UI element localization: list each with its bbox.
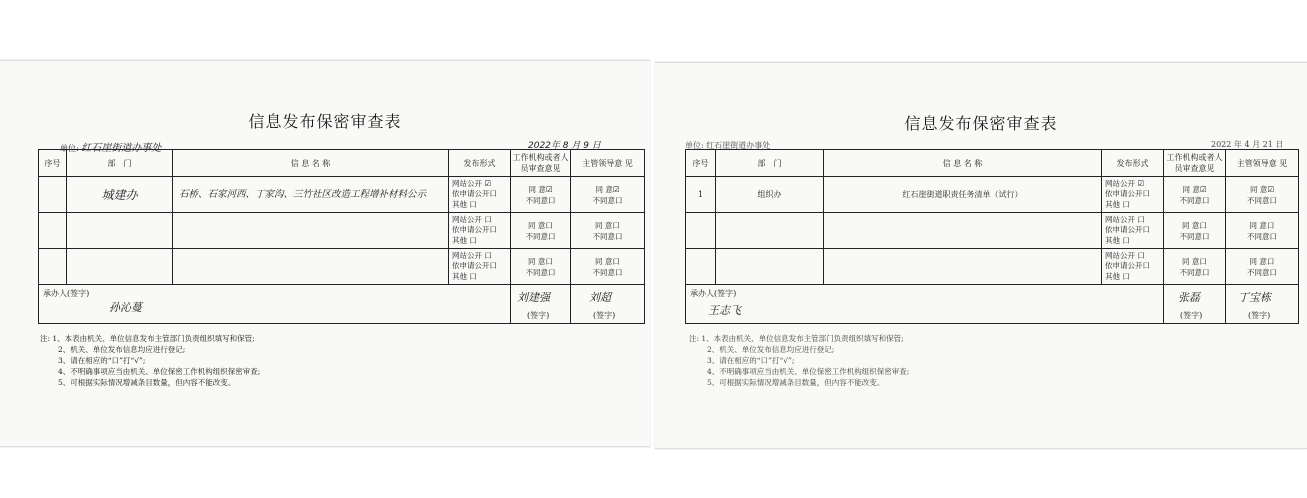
format-request: 依申请公开口	[1105, 261, 1150, 271]
header-dept: 部 门	[67, 150, 173, 177]
unit-value: 红石崖街道办事处	[706, 141, 771, 150]
table-row	[686, 177, 1299, 213]
header-seq: 序号	[39, 150, 67, 177]
table-row	[39, 249, 645, 285]
note-line: 5、可根据实际情况增减条目数量，但内容不能改变。	[58, 378, 236, 387]
row-seq	[39, 177, 67, 213]
note-line: 注: 1、本表由机关、单位信息发布主管部门负责组织填写和保管;	[689, 334, 904, 343]
format-request: 依申请公开口	[452, 225, 497, 235]
format-other: 其他 口	[452, 271, 477, 281]
row-seq	[686, 213, 716, 249]
notes	[40, 333, 260, 388]
format-request: 依申请公开口	[452, 261, 497, 271]
opinion-agree: 同 意口	[1182, 220, 1207, 230]
opinion-disagree: 不同意口	[525, 231, 556, 241]
sign-caption: (签字)	[527, 311, 550, 320]
lead-signature: 刘超	[589, 291, 611, 304]
opinion-disagree: 不同意口	[592, 195, 623, 205]
row-org-opinion	[511, 177, 571, 213]
sign-caption: (签字)	[593, 311, 616, 320]
org-sign-cell	[511, 285, 571, 324]
opinion-disagree: 不同意口	[1247, 231, 1277, 241]
opinion-agree: 同 意☑	[595, 184, 620, 194]
row-dept	[716, 213, 824, 249]
opinion-agree: 同 意口	[528, 256, 553, 266]
format-website: 网站公开 ☑	[452, 178, 492, 188]
header-lead: 主管领导意 见	[1226, 150, 1299, 177]
signer-label: 承办人(签字)	[43, 289, 90, 298]
row-org-opinion	[511, 213, 571, 249]
opinion-disagree: 不同意口	[1247, 195, 1277, 205]
row-info	[824, 249, 1102, 285]
row-lead-opinion	[571, 213, 645, 249]
header-org: 工作机构或者人员审查意见	[511, 150, 571, 177]
sign-caption: (签字)	[1180, 311, 1203, 320]
header-seq: 序号	[686, 150, 716, 177]
org-sign-cell	[1164, 285, 1226, 324]
row-dept	[67, 249, 173, 285]
row-org-opinion	[511, 249, 571, 285]
note-line: 4、不明确事项应当由机关、单位保密工作机构组织保密审查;	[58, 367, 261, 376]
note-line: 2、机关、单位发布信息均应进行登记;	[707, 345, 835, 354]
opinion-agree: 同 意☑	[1249, 184, 1275, 194]
note-line: 4、不明确事项应当由机关、单位保密工作机构组织保密审查;	[707, 367, 910, 376]
opinion-agree: 同 意口	[1249, 220, 1275, 230]
opinion-disagree: 不同意口	[1179, 231, 1210, 241]
opinion-agree: 同 意口	[528, 220, 553, 230]
right-form-sheet	[655, 62, 1307, 449]
header-info: 信 息 名 称	[173, 150, 449, 177]
signer-cell	[39, 285, 511, 324]
row-format	[1102, 177, 1164, 213]
unit-label: 单位:	[60, 144, 79, 153]
row-seq	[39, 213, 67, 249]
table-row	[39, 213, 645, 249]
row-format	[1102, 249, 1164, 285]
row-org-opinion	[1164, 177, 1226, 213]
opinion-agree: 同 意口	[1182, 256, 1207, 266]
row-info: 红石崖街道职责任务清单（试行）	[824, 177, 1102, 213]
note-line: 3、请在相应的“口”打“√”;	[707, 356, 795, 365]
row-info	[824, 213, 1102, 249]
org-signature: 张磊	[1178, 291, 1200, 304]
header-format: 发布形式	[449, 150, 511, 177]
unit-label: 单位:	[685, 141, 704, 150]
unit-value: 红石崖街道办事处	[81, 143, 162, 154]
row-dept: 城建办	[67, 177, 173, 213]
opinion-agree: 同 意口	[595, 256, 620, 266]
form-date: 2022 年 4 月 21 日	[1211, 140, 1284, 149]
opinion-disagree: 不同意口	[592, 267, 623, 277]
opinion-agree: 同 意☑	[1182, 184, 1207, 194]
form-title: 信息发布保密审查表	[248, 112, 402, 131]
signer-signature: 王志飞	[708, 304, 741, 317]
header-org: 工作机构或者人员审查意见	[1164, 150, 1226, 177]
opinion-disagree: 不同意口	[1179, 267, 1210, 277]
format-website: 网站公开 口	[1105, 250, 1145, 260]
row-dept	[67, 213, 173, 249]
row-seq: 1	[686, 177, 716, 213]
format-request: 依申请公开口	[1105, 189, 1150, 199]
row-dept	[716, 249, 824, 285]
signer-label: 承办人(签字)	[690, 289, 737, 298]
row-org-opinion	[1164, 213, 1226, 249]
signer-signature: 孙沁蔓	[109, 301, 142, 314]
row-format	[1102, 213, 1164, 249]
row-format	[449, 249, 511, 285]
table-row	[686, 213, 1299, 249]
format-request: 依申请公开口	[452, 189, 497, 199]
lead-sign-cell	[1226, 285, 1299, 324]
format-request: 依申请公开口	[1105, 225, 1150, 235]
row-seq	[39, 249, 67, 285]
lead-sign-cell	[571, 285, 645, 324]
note-line: 注: 1、本表由机关、单位信息发布主管部门负责组织填写和保管;	[40, 334, 255, 343]
format-other: 其他 口	[452, 235, 477, 245]
opinion-disagree: 不同意口	[592, 231, 623, 241]
opinion-disagree: 不同意口	[525, 267, 556, 277]
form-date: 2022年 8 月 9 日	[528, 141, 601, 151]
lead-signature: 丁宝栋	[1238, 291, 1271, 304]
row-lead-opinion	[1226, 177, 1299, 213]
note-line: 5、可根据实际情况增减条目数量，但内容不能改变。	[707, 378, 885, 387]
header-lead: 主管领导意 见	[571, 150, 645, 177]
row-info: 石桥、石家河西、丁家沟、三竹社区改造工程增补材料公示	[173, 177, 449, 213]
row-lead-opinion	[571, 177, 645, 213]
format-other: 其他 口	[1105, 199, 1130, 209]
opinion-agree: 同 意口	[1249, 256, 1275, 266]
row-dept: 组织办	[716, 177, 824, 213]
format-website: 网站公开 口	[1105, 214, 1145, 224]
form-title: 信息发布保密审查表	[904, 114, 1058, 133]
row-lead-opinion	[1226, 213, 1299, 249]
note-line: 2、机关、单位发布信息均应进行登记;	[58, 345, 186, 354]
format-other: 其他 口	[452, 199, 477, 209]
sign-caption: (签字)	[1248, 311, 1271, 320]
table-row	[686, 249, 1299, 285]
format-other: 其他 口	[1105, 235, 1130, 245]
org-signature: 刘建强	[517, 291, 550, 304]
row-lead-opinion	[571, 249, 645, 285]
format-website: 网站公开 口	[452, 214, 492, 224]
format-other: 其他 口	[1105, 271, 1130, 281]
header-dept: 部 门	[716, 150, 824, 177]
note-line: 3、请在相应的“口”打“√”;	[58, 356, 146, 365]
row-lead-opinion	[1226, 249, 1299, 285]
row-info	[173, 213, 449, 249]
row-seq	[686, 249, 716, 285]
opinion-disagree: 不同意口	[1179, 195, 1210, 205]
left-form-sheet	[0, 60, 650, 447]
notes	[689, 333, 909, 388]
format-website: 网站公开 ☑	[1105, 178, 1145, 188]
row-format	[449, 177, 511, 213]
review-table	[685, 149, 1299, 324]
opinion-agree: 同 意口	[595, 220, 620, 230]
header-info: 信 息 名 称	[824, 150, 1102, 177]
opinion-agree: 同 意☑	[528, 184, 553, 194]
opinion-disagree: 不同意口	[525, 195, 556, 205]
header-format: 发布形式	[1102, 150, 1164, 177]
review-table	[38, 149, 645, 324]
row-info	[173, 249, 449, 285]
table-row	[39, 177, 645, 213]
format-website: 网站公开 口	[452, 250, 492, 260]
row-format	[449, 213, 511, 249]
opinion-disagree: 不同意口	[1247, 267, 1277, 277]
signer-cell	[686, 285, 1164, 324]
row-org-opinion	[1164, 249, 1226, 285]
